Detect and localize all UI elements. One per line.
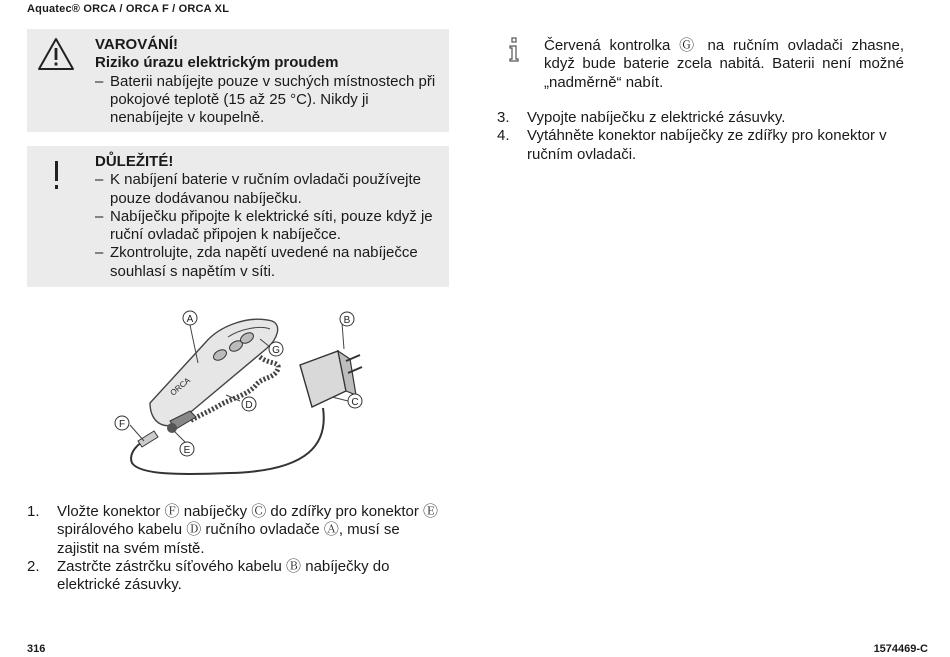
warning-subtitle: Riziko úrazu elektrickým proudem [95,54,339,72]
steps-list-left [27,503,439,594]
step-item: 3. Vypojte nabíječku z elektrické zásuvky. [497,109,786,126]
label-g: G [272,345,280,356]
info-icon [507,37,521,66]
step-item: 4. Vytáhněte konektor nabíječky ze zdířky pro konektor v ručním ovladači. [497,127,887,163]
document-id: 1574469-C [873,643,928,655]
important-item: – Zkontrolujte, zda napětí uvedené na nabíječce souhlasí s napětím v síti. [95,244,418,280]
label-a: A [186,314,194,325]
exclamation-icon [37,154,75,199]
important-item: – Nabíječku připojte k elektrické síti, pouze když je ruční ovladač připojen k nabíječce. [95,207,433,244]
warning-item-text: Baterii nabíjejte pouze v suchých místnostech při pokojové teplotě (15 až 25 °C). Nikdy ji nenabíjejte v koupelně. [110,72,436,127]
document-header: Aquatec® ORCA / ORCA F / ORCA XL [27,3,230,15]
warning-item: – Baterii nabíjejte pouze v suchých místnostech při pokojové teplotě (15 až 25 °C). Nikdy ji nenabíjejte v koupelně. [95,72,436,127]
label-d: D [245,400,253,411]
label-c: C [351,397,359,408]
warning-box [27,29,449,132]
device-label: ORCA [168,375,193,398]
steps-list-right [497,109,907,164]
warning-triangle-icon [37,37,75,76]
step-item: 1. Vložte konektor Ⓕ nabíječky Ⓒ do zdířky pro konektor Ⓔ spirálového kabelu Ⓓ ručního ovladače Ⓐ, musí se zajistit na svém místě. [27,503,438,557]
important-item: – K nabíjení baterie v ručním ovladači používejte pouze dodávanou nabíječku. [95,171,422,207]
label-f: F [118,419,126,430]
label-b: B [343,315,351,326]
label-e: E [183,445,191,456]
important-box [27,146,449,287]
info-text: Červená kontrolka Ⓖ na ručním ovladači zhasne, když bude baterie zcela nabitá. Baterii není možné „nadměrně“ nabít. [544,37,904,91]
warning-title: VAROVÁNÍ! [95,36,179,53]
page-number: 316 [27,643,46,655]
step-item: 2. Zastrčte zástrčku síťového kabelu Ⓑ nabíječky do elektrické zásuvky. [27,557,390,594]
important-title: DŮLEŽITÉ! [95,153,174,170]
charger-illustration [110,303,370,483]
